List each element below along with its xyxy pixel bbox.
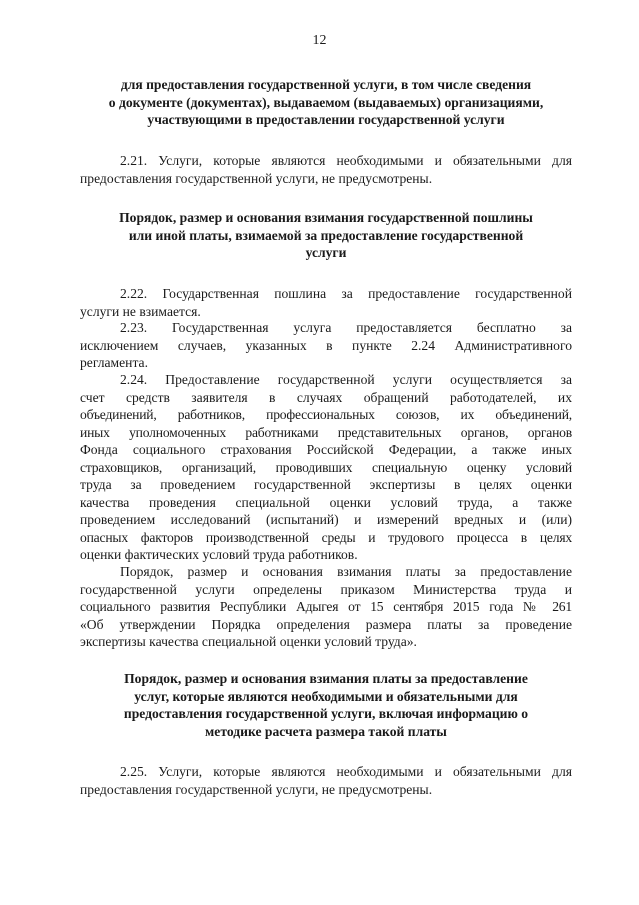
paragraph-2-25	[80, 763, 572, 798]
paragraph-line: опасных факторов производственной среды и трудового процесса в целях	[80, 529, 572, 545]
paragraph-line: социального развития Республики Адыгея от 15 сентября 2015 года № 261	[80, 599, 572, 614]
paragraph-line: 2.23. Государственная услуга предоставляется бесплатно за	[120, 320, 572, 335]
paragraph-line: предоставления государственной услуги, не предусмотрены.	[80, 781, 433, 797]
heading-line: Порядок, размер и основания взимания государственной пошлины	[119, 210, 533, 225]
paragraph-line: счет средств заявителя в случаях обращений работодателей, их	[80, 389, 572, 405]
paragraph-2-21	[80, 152, 572, 187]
paragraph-line: предоставления государственной услуги, не предусмотрены.	[80, 170, 433, 186]
paragraph-line: качества проведения специальной оценки условий труда, а также	[80, 494, 572, 510]
paragraph-line: экспертизы качества специальной оценки условий труда».	[80, 634, 417, 649]
paragraph-line: государственной услуги определены приказом Министерства труда и	[80, 581, 572, 597]
paragraph-line: страховщиков, организаций, проводивших специальную оценку условий	[80, 459, 572, 475]
paragraph-line: оценки фактических условий труда работников.	[80, 547, 358, 562]
paragraph-line: объединений, работников, профессиональных союзов, их объединений,	[80, 407, 572, 422]
paragraph-line: 2.22. Государственная пошлина за предоставление государственной	[120, 286, 572, 301]
paragraph-2-24	[80, 371, 572, 564]
heading-line: услуг, которые являются необходимыми и обязательными для	[134, 688, 518, 704]
heading-line: участвующими в предоставлении государственной услуги	[147, 112, 505, 127]
paragraph-line: регламента.	[80, 355, 148, 370]
heading-line: услуги	[305, 245, 347, 260]
paragraph-line: 2.25. Услуги, которые являются необходимыми и обязательными для	[120, 764, 572, 779]
heading-line: о документе (документах), выдаваемом (выдаваемых) организациями,	[108, 94, 544, 110]
paragraph-line: иных уполномоченных работниками представительных органов, органов	[80, 424, 572, 440]
page-number: 12	[312, 33, 327, 48]
paragraph-line: услуги не взимается.	[80, 303, 201, 319]
heading-line: предоставления государственной услуги, включая информацию о	[123, 706, 529, 721]
paragraph-2-22	[80, 285, 572, 320]
heading-line: методике расчета размера такой платы	[205, 723, 447, 739]
paragraph-line: исключением случаев, указанных в пункте 2.24 Административного	[80, 337, 572, 353]
paragraph-line: Фонда социального страхования Российской Федерации, а также иных	[80, 442, 572, 457]
paragraph-line: Порядок, размер и основания взимания платы за предоставление	[120, 564, 572, 579]
paragraph-line: «Об утверждении Порядка определения размера платы за проведение	[80, 616, 572, 632]
heading-line: Порядок, размер и основания взимания платы за предоставление	[124, 671, 528, 686]
section-heading-documents	[80, 76, 572, 129]
paragraph-line: проведением исследований (испытаний) и измерений вредных и (или)	[80, 512, 572, 527]
paragraph-2-24-fee-order	[80, 563, 572, 651]
heading-line: или иной платы, взимаемой за предоставление государственной	[128, 227, 524, 243]
paragraph-line: 2.24. Предоставление государственной услуги осуществляется за	[120, 372, 572, 387]
section-heading-state-fee	[80, 209, 572, 262]
paragraph-line: труда за проведением государственной экспертизы в целях оценки	[80, 477, 572, 492]
paragraph-2-23	[80, 319, 572, 372]
section-heading-mandatory-services-fee	[80, 670, 572, 740]
paragraph-line: 2.21. Услуги, которые являются необходимыми и обязательными для	[120, 153, 572, 168]
heading-line: для предоставления государственной услуги, в том числе сведения	[120, 77, 532, 92]
